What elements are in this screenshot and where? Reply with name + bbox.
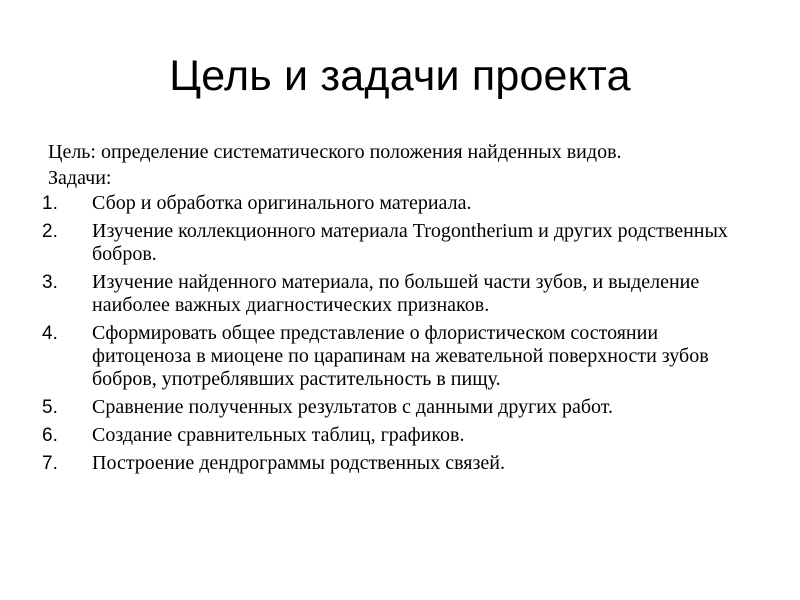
- list-item-text: Изучение найденного материала, по большей части зубов, и выделение наиболее важных диагностических признаков.: [92, 271, 700, 316]
- list-item: [42, 322, 762, 391]
- list-item-text: Создание сравнительных таблиц, графиков.: [92, 424, 465, 446]
- list-item-number: 6.: [42, 425, 58, 446]
- list-item-text: Изучение коллекционного материала Trogontherium и других родственных бобров.: [92, 220, 728, 265]
- list-item-number: 5.: [42, 397, 58, 418]
- task-list: [42, 192, 762, 475]
- list-item-number: 2.: [42, 221, 58, 242]
- tasks-label: Задачи:: [48, 167, 112, 189]
- list-item-text: Сбор и обработка оригинального материала.: [92, 192, 472, 214]
- goal-text: Цель: определение систематического положения найденных видов.: [48, 141, 622, 163]
- list-item-number: 3.: [42, 272, 58, 293]
- list-item: [42, 192, 762, 215]
- list-item: [42, 424, 762, 447]
- list-item-number: 1.: [42, 193, 58, 214]
- list-item-text: Сформировать общее представление о флористическом состоянии фитоценоза в миоцене по царапинам на жевательной поверхности зубов бобров, употреблявших растительность в пищу.: [92, 322, 709, 390]
- list-item: [42, 220, 762, 266]
- list-item: [42, 271, 762, 317]
- slide-title: Цель и задачи проекта: [169, 52, 631, 100]
- list-item: [42, 452, 762, 475]
- list-item-text: Построение дендрограммы родственных связей.: [92, 452, 505, 474]
- list-item-number: 4.: [42, 323, 58, 344]
- list-item: [42, 396, 762, 419]
- slide-content: [42, 141, 762, 480]
- list-item-number: 7.: [42, 453, 58, 474]
- list-item-text: Сравнение полученных результатов с данными других работ.: [92, 396, 614, 418]
